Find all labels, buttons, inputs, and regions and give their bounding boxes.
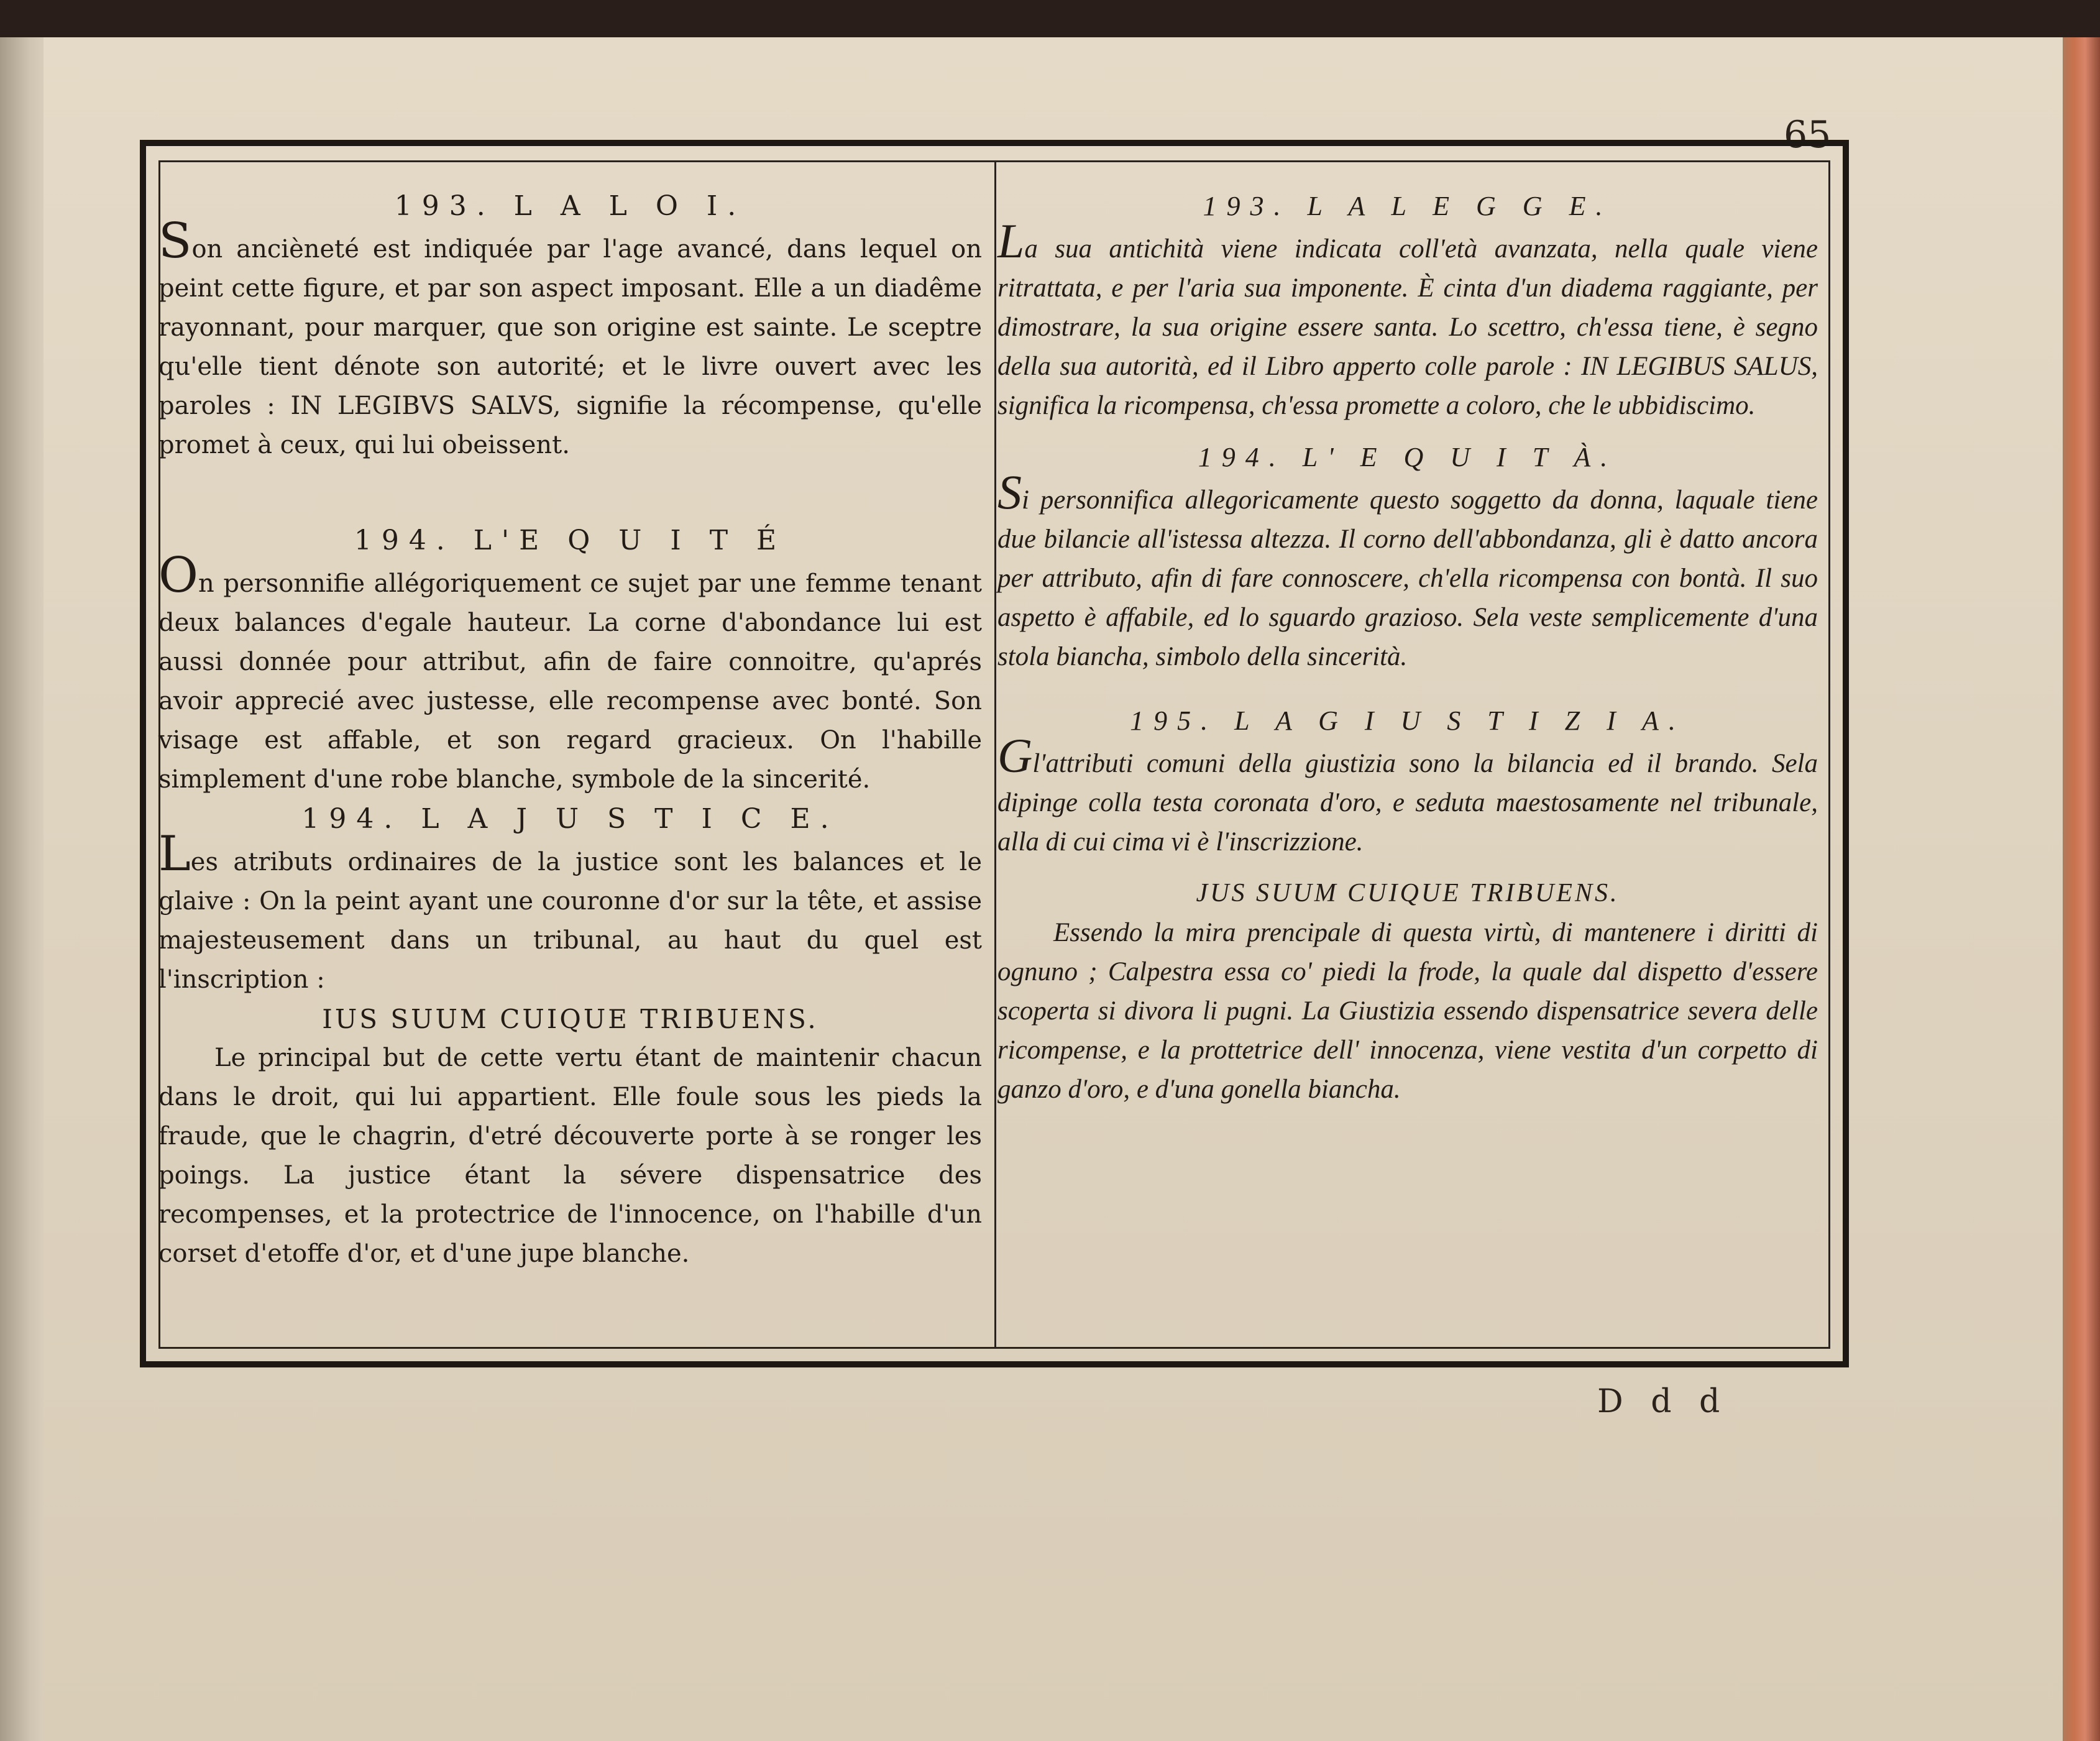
- paragraph-text: i personnifica allegoricamente questo soggetto da donna, laquale tiene due bilancie all'istessa altezza. Il corno dell'abbondanza, gli è datto ancora per attributo, afin di fare connoscere, ch'ella ricompensa con bontà. Il suo aspetto è affabile, ed lo sguardo grazioso. Sela veste semplicemente d'una stola biancha, simbolo della sincerità.: [997, 485, 1818, 671]
- paragraph-text: a sua antichità viene indicata coll'età avanzata, nella quale viene ritrattata, e per l'aria sua imponente. È cinta d'un diadema raggiante, per dimostrare, la sua origine essere santa. Lo scettro, ch'essa tiene, è segno della sua autorità, ed il Libro apperto colle parole : IN LEGIBUS SALUS, significa la ricompensa, ch'essa promette a coloro, che le ubbidiscimo.: [997, 234, 1818, 420]
- heading-justice: 194. L A J U S T I C E.: [301, 803, 839, 835]
- paragraph-giustizia: [997, 728, 1818, 861]
- book-gutter: [0, 37, 50, 1741]
- heading-giustizia: 195. L A G I U S T I Z I A.: [1130, 705, 1685, 736]
- motto-latin: IUS SUUM CUIQUE TRIBUENS.: [322, 1004, 818, 1034]
- column-divider: [994, 160, 996, 1349]
- paragraph-equite: [158, 548, 982, 799]
- paragraph-text: on ancièneté est indiquée par l'age avancé, dans lequel on peint cette figure, et par son aspect imposant. Elle a un diadême rayonnant, pour marquer, que son origine est sainte. Le sceptre qu'elle tient dénote son autorité; et le livre ouvert avec les paroles : IN LEGIBVS SALVS, signifie la récompense, qu'elle promet à ceux, qui lui obeissent.: [158, 235, 982, 459]
- french-column: [158, 186, 982, 1274]
- italian-column: [997, 186, 1818, 1109]
- paragraph-equita: [997, 465, 1818, 676]
- page-number: 65: [1784, 113, 1832, 157]
- paragraph-text: es atributs ordinaires de la justice sont les balances et le glaive : On la peint ayant une couronne d'or sur la tête, et assise majesteusement dans un tribunal, au haut du quel est l'inscription :: [158, 848, 982, 994]
- dropcap: L: [158, 826, 191, 882]
- dropcap: L: [997, 214, 1025, 268]
- signature-mark: D d d: [1597, 1383, 1729, 1420]
- dropcap: G: [997, 728, 1033, 783]
- paragraph-la-legge: [997, 214, 1818, 425]
- paragraph-text: n personnifie allégoriquement ce sujet par une femme tenant deux balances d'egale hauteur. La corne d'abondance lui est aussi donnée pour attribut, afin de faire connoitre, qu'aprés avoir apprecié avec justesse, elle recompense avec bonté. Son visage est affable, et son regard gracieux. On l'habille simplement d'une robe blanche, symbole de la sincerité.: [158, 569, 982, 794]
- dropcap: O: [158, 548, 198, 604]
- page-edge-red: [2063, 37, 2100, 1741]
- heading-equite: 194. L'E Q U I T É: [354, 525, 787, 556]
- heading-la-legge: 193. L A L E G G E.: [1203, 191, 1613, 221]
- paragraph-justice-2: Le principal but de cette vertu étant de maintenir chacun dans le droit, qui lui appartient. Elle foule sous les pieds la fraude, que le chagrin, d'etré découverte porte à se ronger les poings. La justice étant la sévere dispensatrice des recompenses, et la protectrice de l'innocence, on l'habille d'un corset d'etoffe d'or, et d'une jupe blanche.: [158, 1044, 982, 1268]
- dropcap: S: [997, 465, 1022, 519]
- heading-la-loi: 193. L A L O I.: [394, 190, 746, 222]
- heading-equita: 194. L' E Q U I T À.: [1198, 442, 1618, 472]
- dropcap: S: [158, 213, 192, 269]
- paragraph-justice: [158, 826, 982, 999]
- paragraph-text: l'attributi comuni della giustizia sono la bilancia ed il brando. Sela dipinge colla testa coronata d'oro, e seduta maestosamente nel tribunale, alla di cui cima vi è l'inscrizzione.: [997, 749, 1818, 857]
- paragraph-giustizia-2: Essendo la mira prencipale di questa virtù, di mantenere i diritti di ognuno ; Calpestra essa co' piedi la frode, la quale dal dispetto d'essere scoperta si divora li pugni. La Giustizia essendo dispensatrice severa delle ricompense, e la prottetrice dell' innocenza, viene vestita d'un corpetto di ganzo d'oro, e d'una gonella biancha.: [997, 918, 1818, 1104]
- motto-latin: JUS SUUM CUIQUE TRIBUENS.: [1196, 879, 1620, 907]
- paragraph-la-loi: [158, 213, 982, 465]
